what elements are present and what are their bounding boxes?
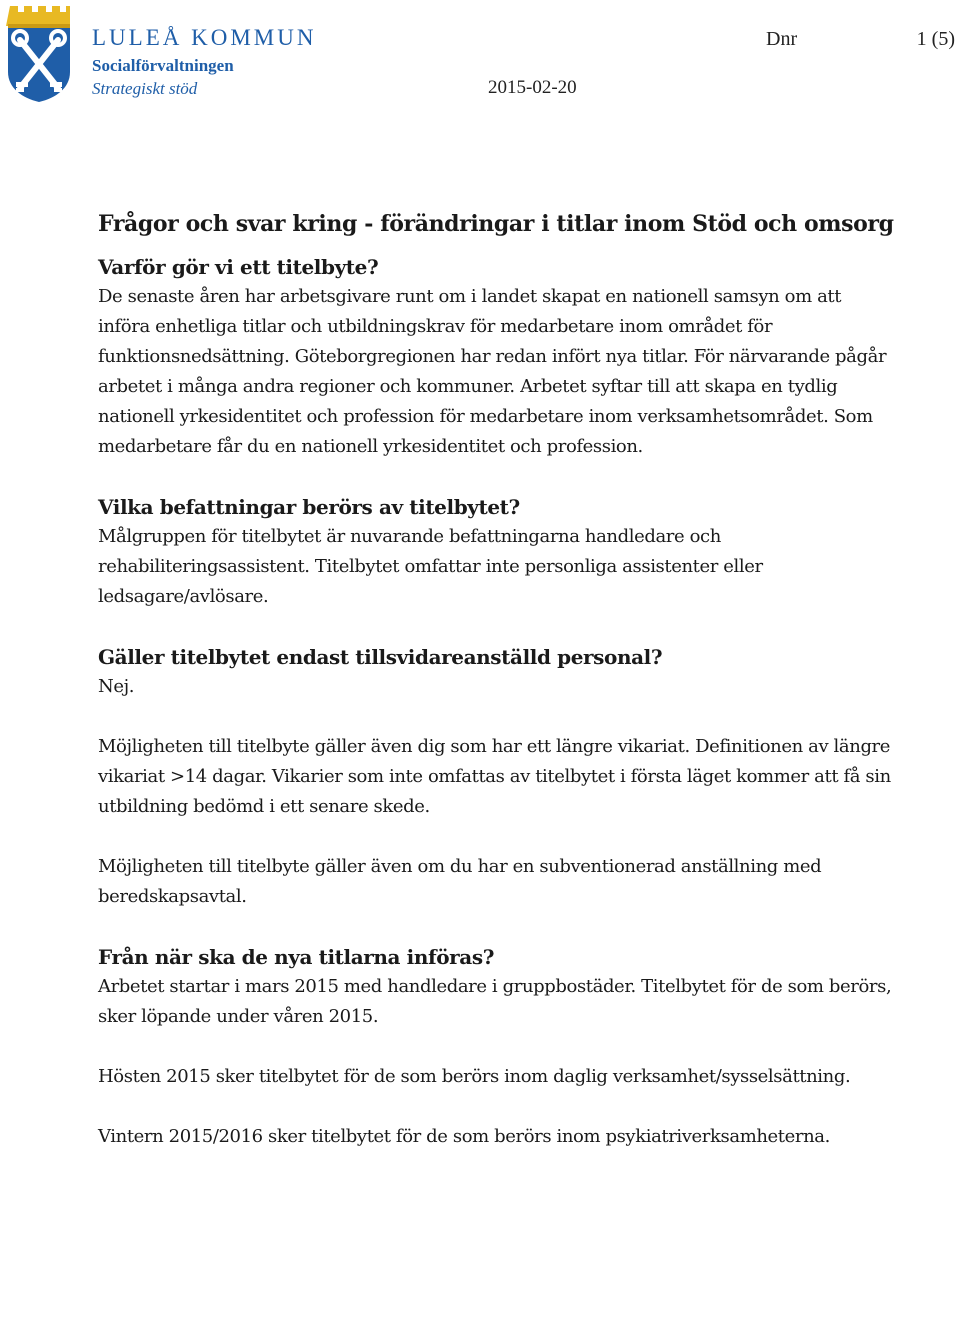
- section-heading: Från när ska de nya titlarna införas?: [98, 945, 495, 969]
- document-header: [0, 0, 960, 110]
- unit-name: Strategiskt stöd: [92, 79, 198, 98]
- spacer: [98, 912, 898, 942]
- section-paragraph: De senaste åren har arbetsgivare runt om i landet skapat en nationell samsyn om att införa enhetliga titlar och utbildningskrav för medarbetare inom området för funktionsnedsättning. Göteborgregionen har redan infört nya titlar. För närvarande pågår arbetet i många andra regioner och kommuner. Arbetet syftar till att skapa en tydlig nationell yrkesidentitet och profession för medarbetare inom verksamhetsområdet. Som medarbetare får du en nationell yrkesidentitet och profession.: [98, 286, 887, 457]
- section-paragraph: Nej.: [98, 676, 135, 697]
- dnr-label: Dnr: [766, 28, 798, 50]
- organization-name: LULEÅ KOMMUN: [92, 25, 317, 50]
- spacer: [98, 702, 898, 732]
- spacer: [98, 1092, 898, 1122]
- department-name: Socialförvaltningen: [92, 56, 234, 75]
- spacer: [98, 462, 898, 492]
- section-heading: Varför gör vi ett titelbyte?: [98, 255, 379, 279]
- section-paragraph: Arbetet startar i mars 2015 med handledare i gruppbostäder. Titelbytet för de som berörs, sker löpande under våren 2015.: [98, 976, 892, 1027]
- section-paragraph: Vintern 2015/2016 sker titelbytet för de som berörs inom psykiatriverksamheterna.: [98, 1126, 830, 1147]
- section-paragraph: Hösten 2015 sker titelbytet för de som berörs inom daglig verksamhet/sysselsättning.: [98, 1066, 851, 1087]
- document-title: Frågor och svar kring - förändringar i titlar inom Stöd och omsorg: [98, 211, 894, 237]
- spacer: [98, 822, 898, 852]
- spacer: [98, 612, 898, 642]
- section-heading: Gäller titelbytet endast tillsvidareanställd personal?: [98, 645, 663, 669]
- section-paragraph: Målgruppen för titelbytet är nuvarande befattningarna handledare och rehabiliteringsassistent. Titelbytet omfattar inte personliga assistenter eller ledsagare/avlösare.: [98, 526, 763, 607]
- page-number: 1 (5): [916, 28, 955, 50]
- document-body: [98, 206, 898, 1152]
- lulea-coat-of-arms-icon: [4, 2, 74, 104]
- section-paragraph: Möjligheten till titelbyte gäller även om du har en subventionerad anställning med beredskapsavtal.: [98, 856, 822, 907]
- organization-block: [92, 24, 316, 100]
- section-heading: Vilka befattningar berörs av titelbytet?: [98, 495, 520, 519]
- document-date: 2015-02-20: [488, 77, 577, 98]
- section-paragraph: Möjligheten till titelbyte gäller även dig som har ett längre vikariat. Definitionen av längre vikariat >14 dagar. Vikarier som inte omfattas av titelbytet i första läget kommer att få sin utbildning bedömd i ett senare skede.: [98, 736, 891, 817]
- spacer: [98, 1032, 898, 1062]
